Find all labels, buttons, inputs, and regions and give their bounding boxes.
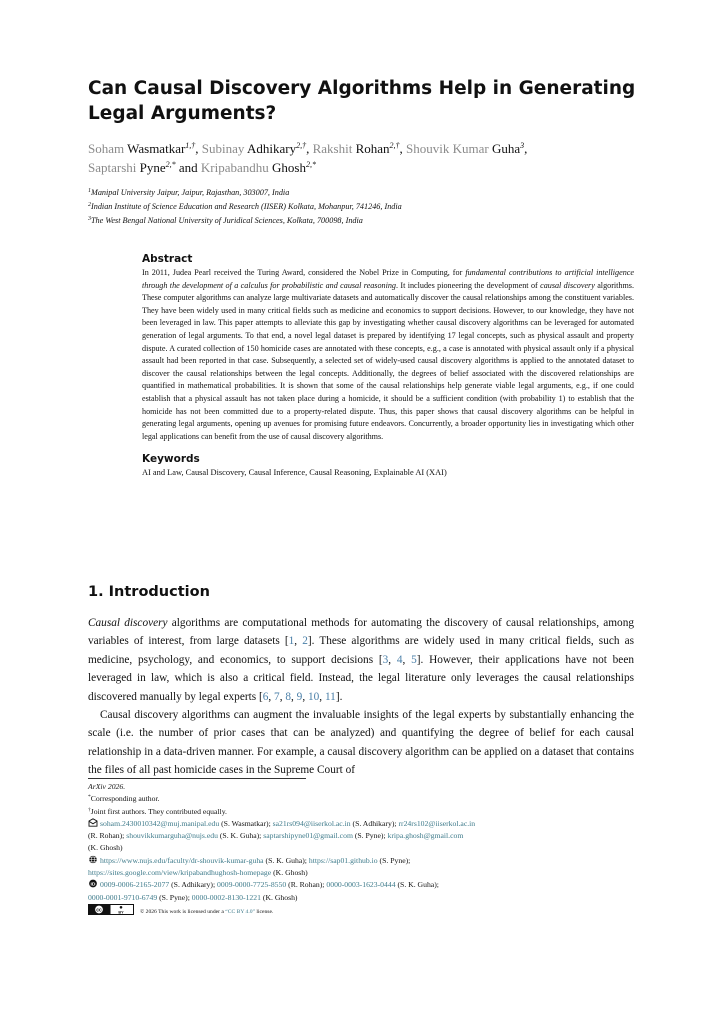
web-link[interactable]: https://www.nujs.edu/faculty/dr-shouvik-kumar-guha [100, 855, 264, 865]
email-link[interactable]: kripa.ghosh@gmail.com [387, 831, 464, 841]
citation-link[interactable]: 10 [307, 690, 320, 703]
citation-link[interactable]: 11 [324, 690, 336, 703]
cc-by-badge [88, 904, 134, 915]
web-list: https://www.nujs.edu/faculty/dr-shouvik-kumar-guha (S. K. Guha); https://sap01.github.io (S. Pyne); https://sites.google.com/view/kripabandhughosh-homepage (K. Ghosh) [88, 855, 411, 878]
corresponding-note: *Corresponding author. [88, 794, 160, 804]
email-link[interactable]: rr24rs102@iiserkol.ac.in [398, 818, 476, 828]
abstract-block [142, 253, 634, 479]
orcid-list: iD 0009-0006-2165-2077 (S. Adhikary); 0009-0000-7725-8550 (R. Rohan); 0000-0003-1623-0444 (S. K. Guha); 0000-0001-9710-6749 (S. Pyne); 0000-0002-8130-1221 (K. Ghosh) [88, 880, 439, 902]
footnotes [88, 781, 648, 918]
orcid-link[interactable]: 0009-0006-2165-2077 [100, 880, 170, 890]
citation-link[interactable]: 9 [296, 690, 303, 703]
email-link[interactable]: soham.2430010342@muj.manipal.edu [100, 818, 220, 828]
citation-link[interactable]: 6 [262, 690, 269, 703]
citation-link[interactable]: 1 [288, 635, 295, 648]
abstract-heading: Abstract [142, 253, 193, 265]
citation-link[interactable]: 2 [302, 635, 308, 648]
by-label: BY [118, 910, 124, 915]
cc-label: cc [96, 907, 102, 914]
email-link[interactable]: saptarshipyne01@gmail.com [263, 831, 353, 841]
affiliation-1: $^1$Manipal University Jaipur, Jaipur, Rajasthan, 303007, India [88, 188, 290, 197]
orcid-link[interactable]: 0000-0001-9710-6749 [88, 892, 158, 902]
svg-text:iD: iD [90, 882, 96, 888]
author-5: Saptarshi Pyne$^{2,*}$ [88, 160, 176, 175]
author-2: Subinay Adhikary$^{2,\dagger}$ [201, 141, 307, 156]
affiliation-list [88, 186, 648, 228]
keywords-heading: Keywords [142, 453, 200, 466]
email-link[interactable]: sa21rs094@iiserkol.ac.in [272, 818, 351, 828]
license-note: cc BY © 2026 This work is licensed under a “CC BY 4.0” license. [88, 904, 648, 918]
citation-link[interactable]: 4 [396, 653, 403, 666]
author-6: Kripabandhu Ghosh$^{2,*}$ [200, 160, 316, 175]
author-3: Rakshit Rohan$^{2,\dagger}$ [312, 141, 400, 156]
intro-paragraph-1: Causal discovery algorithms are computational methods for automating the discovery of causal relationships, among variables of interest, from large datasets [1, 2]. These algorithms are widely used in many critical fields, such as medicine, psychology, and economics, to support decisions [3, 4, 5]. However, their applications have not been leveraged in law, which is also a critical field. Instead, the legal literature only leverages the causal relationships discovered manually by legal experts [6, 7, 8, 9, 10, 11]. [88, 617, 635, 703]
citation-link[interactable]: 5 [411, 653, 417, 666]
section-heading: 1. Introduction [88, 584, 210, 600]
author-4: Shouvik Kumar Guha$^3$ [406, 141, 525, 156]
license-link[interactable]: “CC BY 4.0” [225, 908, 256, 915]
orcid-link[interactable]: 0000-0003-1623-0444 [326, 880, 396, 890]
footnote-rule [88, 778, 306, 779]
orcid-icon [88, 879, 98, 888]
intro-paragraph-2: Causal discovery algorithms can augment the invaluable insights of the legal experts by substantially enhancing the scale (i.e. the number of prior cases that can be analyzed) and quantifying the degree of belief for each causal relationship in a data-driven manner. For example, a causal discovery algorithm can be applied on a dataset that contains the files of all past homicide cases in the Supreme Court of [88, 709, 634, 777]
affiliation-2: $^2$Indian Institute of Science Education and Research (IISER) Kolkata, Mohanpur, 741246, India [88, 202, 402, 211]
email-link[interactable]: shouvikkumarguha@nujs.edu [126, 831, 218, 841]
keywords-text: AI and Law, Causal Discovery, Causal Inference, Causal Reasoning, Explainable AI (XAI) [142, 468, 447, 478]
orcid-link[interactable]: 0009-0000-7725-8550 [217, 880, 287, 890]
citation-link[interactable]: 3 [382, 653, 389, 666]
citation-link[interactable]: 8 [285, 690, 292, 703]
author-list: Soham Wasmatkar$^{1,\dagger}$, Subinay Adhikary$^{2,\dagger}$, Rakshit Rohan$^{2,\dagger}$, Shouvik Kumar Guha$^3$, Saptarshi Pyne$^{2,*}$ and Kripabandhu Ghosh$^{2,*}$ [88, 141, 528, 175]
email-list: soham.2430010342@muj.manipal.edu (S. Wasmatkar); sa21rs094@iiserkol.ac.in (S. Adhikary); rr24rs102@iiserkol.ac.in (R. Rohan); shouvikkumarguha@nujs.edu (S. K. Guha); saptarshipyne01@gmail.com (S. Pyne); kripa.ghosh@gmail.com (K. Ghosh) [88, 818, 476, 853]
citation-link[interactable]: 7 [274, 690, 280, 703]
web-link[interactable]: https://sap01.github.io [308, 855, 378, 865]
affiliation-3: $^3$The West Bengal National University of Juridical Sciences, Kolkata, 700098, India [88, 216, 363, 225]
paper-title: Can Causal Discovery Algorithms Help in Generating Legal Arguments? [88, 78, 636, 124]
orcid-link[interactable]: 0000-0002-8130-1221 [191, 892, 261, 902]
globe-icon [88, 855, 98, 864]
web-link[interactable]: https://sites.google.com/view/kripabandhughosh-homepage [88, 868, 272, 878]
abstract-text: In 2011, Judea Pearl received the Turing Award, considered the Nobel Prize in Computing, for fundamental contributions to artificial intelligence through the development of a calculus for probabilistic and causal reasoning. It includes pioneering the development of causal discovery algorithms. These computer algorithms can analyze large multivariate datasets and automatically discover the causal relationships among the constituent variables. They have been widely used in many critical fields such as medicine and economics to support decisions. However, to our knowledge, they have not been leveraged in law. This paper attempts to alleviate this gap by investigating whether causal discovery algorithms can be leveraged for automated generation of legal arguments. To that end, a novel legal dataset is prepared by identifying 17 legal concepts, such as physical assault and property dispute. A curated collection of 150 homicide cases are annotated with these concepts, e.g., a case is annotated with physical assault only if a physical assault had been reported in that case. Subsequently, a selected set of widely-used causal discovery algorithms is applied to the annotated dataset to discover the causal relationships between the legal concepts. Additionally, the degrees of belief associated with the discovered relationships are quantified in mathematical probabilities. It is shown that some of the causal relationships help generate viable legal arguments, e.g., if one could establish that a physical assault has not taken place during a homicide, it should be a sufficient condition (with probability 1) to establish that the homicide has not been committed due to a property-related dispute. Thus, this paper shows that causal discovery algorithms can be helpful in generating legal arguments, opening up avenues for promising future endeavors. Concurrently, a broader opportunity lies in investigating which other legal applications can benefit from the use of causal discovery algorithms. [142, 268, 634, 441]
author-1: Soham Wasmatkar$^{1,\dagger}$ [88, 141, 196, 156]
equal-contribution-note: †Joint first authors. They contributed equally. [88, 806, 227, 816]
venue-note: ArXiv 2026. [88, 782, 126, 791]
introduction-text [88, 614, 634, 780]
envelope-icon [88, 818, 98, 827]
